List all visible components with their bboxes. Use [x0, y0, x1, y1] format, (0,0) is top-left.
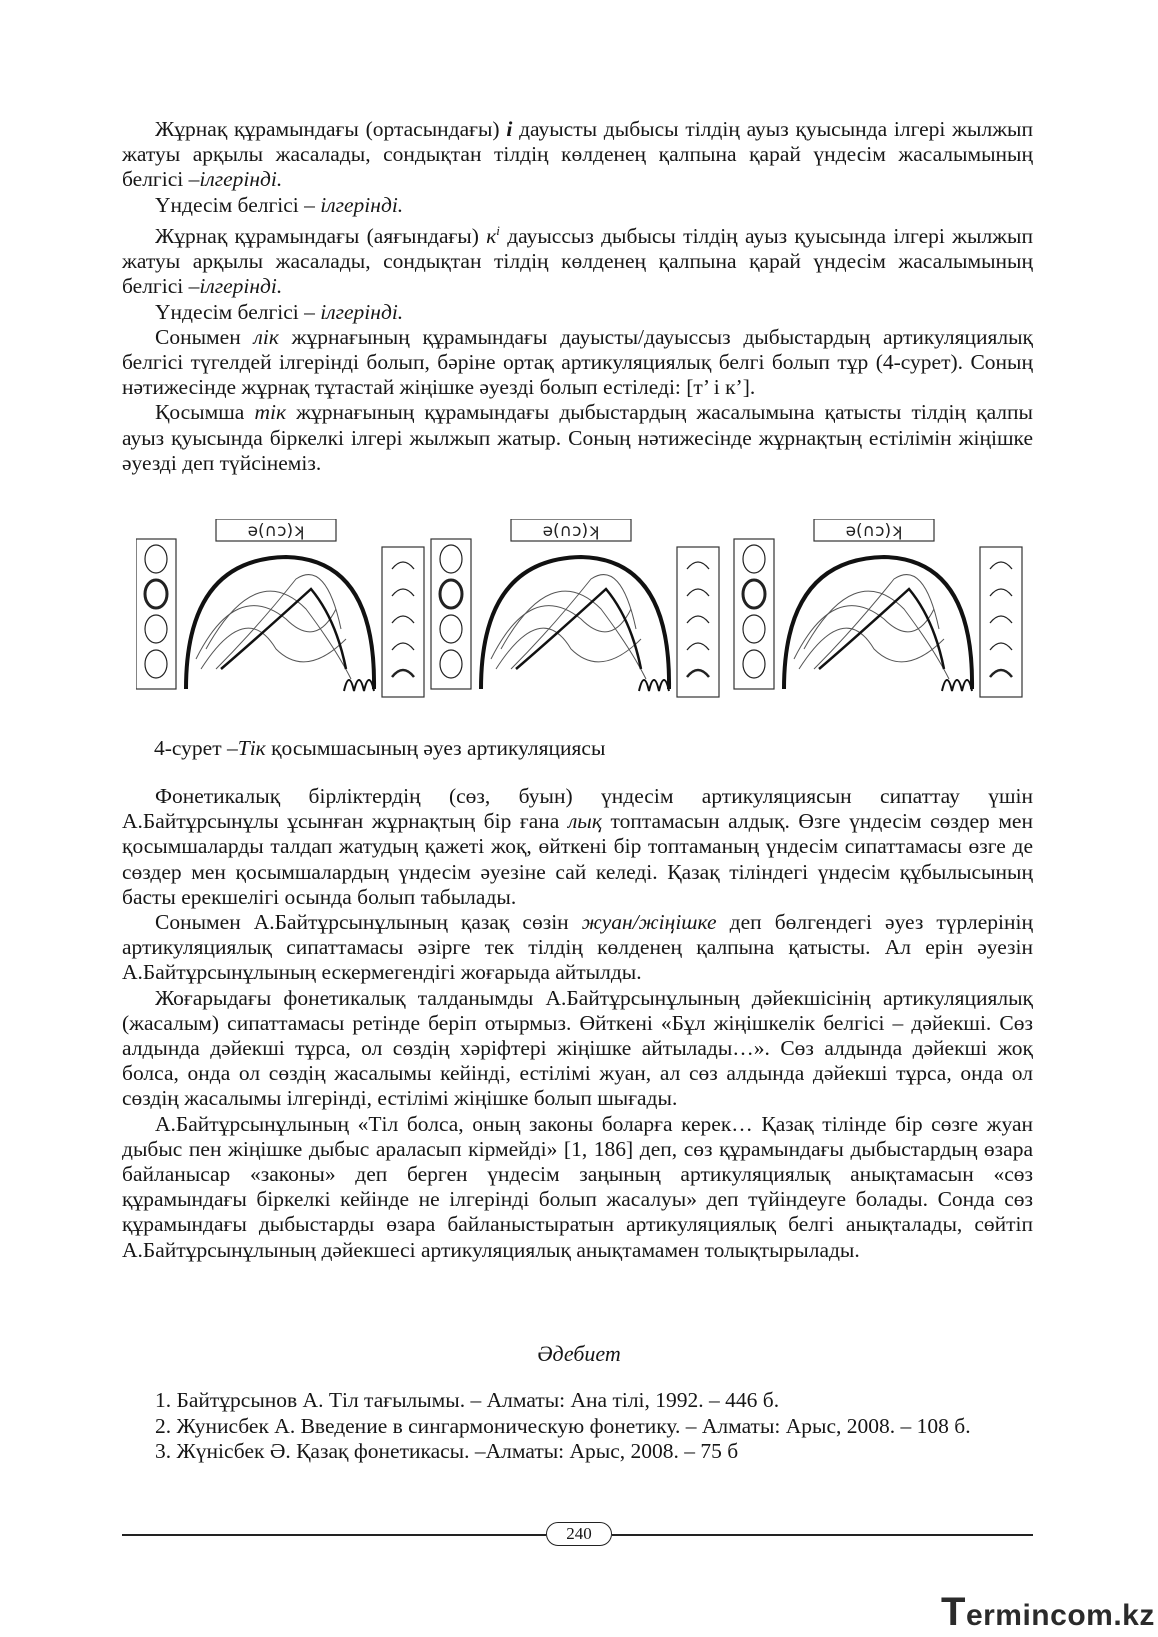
consonant-shape [687, 616, 709, 623]
text-run: дауыссыз дыбысы тілдің ауыз қуысында ілгері жылжып жатуы арқылы жасалады, сондықтан тілдің көлденең қалпына қарай үндесім жасалымының белгісі – [122, 223, 1033, 299]
consonant-shape [392, 670, 414, 677]
text-run: А.Байтұрсынұлының «Тіл болса, оның законы боларға керек… Қазақ тілінде бір сөзге жуан дыбыс пен жіңішке дыбыс араласып кірмейді» [1, 186] деп, сөз құрамындағы дыбыстардың өзара байланысар «законы» деп берген үндесім заңының артикуляциялық анықтамасын «сөз құрамындағы біркелкі кейінде не ілгерінді болып жасалуы» деп түйіндеуге болады. Сонда сөз құрамындағы дыбыстарды өзара байланыстыратын артикуляциялық белгі анықталады, сөйтіп А.Байтұрсынұлының дәйекшесі артикуляциялық анықтамамен толықтырылады. [122, 1111, 1033, 1262]
body-text-bottom [122, 784, 1033, 1263]
text-run: топтамасын алдық. Өзге үндесім сөздер мен қосымшаларды талдап жатудың қажеті жоқ, өйткені бір топтаманың үндесім сипаттамасы өзге де сөздер мен қосымшалардың үндесім әуезіне сай келеді. Қазақ тіліндегі үндесім құбылысының басты ерекшелігі осында болып табылады. [122, 809, 1033, 909]
consonant-shape [687, 562, 709, 569]
figure-panel [136, 519, 424, 697]
site-watermark [941, 1590, 1155, 1635]
lip-shape [440, 615, 462, 643]
figure-caption [154, 736, 605, 761]
tongue-main-curve [516, 589, 641, 669]
right-symbol-column [382, 547, 424, 697]
text-run: жұрнағының құрамындағы дыбыстардың жасалымына қатысты тілдің қалпы ауыз қуысында біркелкі ілгері жылжып жатыр. Соның нәтижесінде жұрнақтың естілімін жіңішке әуезді деп түйсінеміз. [122, 400, 1033, 475]
transcription-label: ə(∩ɔ)ʞ [247, 521, 305, 541]
text-run: Жоғарыдағы фонетикалық талданымды А.Байтұрсынұлының дәйекшісінің артикуляциялық (жасалым) сипаттамасы ретінде беріп отырмыз. Өйткені «Бұл жіңішкелік белгісі – дәйекші. Сөз алдында дәйекші тұрса, ол сөздің хәріфтері жіңішке айтылады…». Сөз алдында дәйекші жоқ болса, онда ол сөздің жасалымы кейінді, естілімі жуан, ал сөз алдында дәйекші тұрса, онда ол сөздің жасалымы ілгерінді, естілімі жіңішке болып шығады. [122, 985, 1033, 1111]
tongue-position-curve [511, 575, 636, 669]
tongue-position-curve [814, 575, 939, 669]
page-number: 240 [546, 1522, 612, 1546]
text-run: тік [254, 400, 287, 425]
paragraph [122, 910, 1033, 986]
consonant-shape [990, 616, 1012, 623]
text-run: ілгерінді. [320, 192, 404, 217]
text-run: Сонымен [155, 324, 254, 349]
teeth-marks [344, 680, 374, 691]
right-symbol-column [677, 547, 719, 697]
consonant-shape [990, 643, 1012, 650]
tongue-position-curve [206, 591, 351, 679]
text-run: ілгерінді. [320, 299, 404, 324]
text-run: лық [567, 809, 602, 834]
consonant-shape [392, 562, 414, 569]
teeth-marks [942, 680, 972, 691]
tongue-position-curve [501, 591, 646, 679]
watermark-text: ermincom.kz [965, 1599, 1155, 1632]
footer-rule-left [122, 1534, 546, 1536]
figure-panel [734, 519, 1022, 697]
lip-shape [145, 545, 167, 573]
literature-title: Әдебиет [537, 1341, 621, 1366]
teeth-marks [639, 680, 669, 691]
paragraph [122, 400, 1033, 476]
lip-shape [743, 615, 765, 643]
caption-italic: Тік [237, 736, 266, 760]
transcription-label: ə(∩ɔ)ʞ [845, 521, 903, 541]
consonant-shape [392, 616, 414, 623]
paragraph [122, 1112, 1033, 1263]
watermark-initial: T [941, 1590, 966, 1634]
lip-shape [145, 615, 167, 643]
text-run: жұрнағының құрамындағы дауысты/дауыссыз дыбыстардың артикуляциялық белгісі түгелдей ілгерінді болып, бәріне ортақ артикуляциялық белгі болып тұр (4-сурет). Соның нәтижесінде жұрнақ тұтастай жіңішке әуезді болып естіледі: [т’ і к’]. [122, 324, 1033, 400]
lip-shape [440, 545, 462, 573]
lip-shape [743, 650, 765, 678]
consonant-shape [990, 589, 1012, 596]
lip-shape [440, 580, 462, 608]
consonant-shape [392, 643, 414, 650]
articulation-figure [136, 519, 1052, 727]
text-run: Фонетикалық бірліктердің (сөз, буын) үндесім артикуляциясын сипаттау үшін А.Байтұрсынұлы ұсынған жұрнақтың бір ғана [122, 784, 1033, 834]
paragraph [122, 784, 1033, 910]
paragraph [122, 300, 1033, 325]
left-symbol-column [136, 539, 176, 689]
lip-shape [145, 650, 167, 678]
text-run: жуан/жіңішке [581, 910, 717, 935]
text-run: дауысты дыбысы тілдің ауыз қуысында ілгері жылжып жатуы арқылы жасалады, сондықтан тілдің көлденең қалпына қарай үндесім жасалымының белгісі – [122, 117, 1033, 192]
paragraph [122, 325, 1033, 401]
lip-shape [743, 545, 765, 573]
text-run: Қосымша [155, 400, 255, 425]
text-run: лік [253, 324, 279, 349]
consonant-shape [687, 589, 709, 596]
text-run: к [486, 223, 497, 248]
figure-panel [431, 519, 719, 697]
tongue-main-curve [819, 589, 944, 669]
lip-shape [440, 650, 462, 678]
tongue-position-curve [794, 606, 934, 659]
reference-item: 3. Жүнісбек Ә. Қазақ фонетикасы. –Алматы: Арыс, 2008. – 75 б [155, 1439, 739, 1463]
paragraph [122, 117, 1033, 193]
text-run: і [496, 222, 500, 238]
consonant-shape [687, 643, 709, 650]
text-run: Үндесім белгісі – [155, 192, 321, 217]
paragraph [122, 986, 1033, 1112]
consonant-shape [990, 670, 1012, 677]
lip-shape [743, 580, 765, 608]
left-symbol-column [734, 539, 774, 689]
paragraph [122, 193, 1033, 218]
tongue-position-curve [804, 591, 949, 679]
text-run: Үндесім белгісі – [155, 299, 321, 324]
text-run: Сонымен А.Байтұрсынұлының қазақ сөзін [155, 910, 582, 935]
transcription-label: ə(∩ɔ)ʞ [542, 521, 600, 541]
consonant-shape [990, 562, 1012, 569]
caption-suffix: қосымшасының әуез артикуляциясы [265, 736, 606, 760]
tongue-position-curve [491, 606, 631, 659]
text-run: ілгерінді. [199, 167, 283, 192]
tongue-position-curve [216, 575, 341, 669]
paragraph [122, 218, 1033, 300]
reference-list [122, 1388, 1033, 1465]
tongue-main-curve [221, 589, 346, 669]
text-run: і [506, 117, 513, 141]
text-run: Жұрнақ құрамындағы (аяғындағы) [155, 223, 487, 248]
reference-item: 2. Жунисбек А. Введение в сингармоническую фонетику. – Алматы: Арыс, 2008. – 108 б. [155, 1413, 971, 1438]
reference-item: 1. Байтұрсынов А. Тіл тағылымы. – Алматы: Ана тілі, 1992. – 446 б. [155, 1388, 780, 1412]
consonant-shape [392, 589, 414, 596]
text-run: деп бөлгендегі әуез түрлерінің артикуляциялық сипаттамасы әзірге тек тілдің көлденең қалпына қатысты. Ал ерін әуезін А.Байтұрсынұлының ескермегендігі жоғарыда айтылды. [122, 910, 1033, 985]
text-run: Жұрнақ құрамындағы (ортасындағы) [155, 117, 507, 141]
text-run: ілгерінді. [199, 274, 283, 299]
lip-shape [145, 580, 167, 608]
tongue-position-curve [196, 606, 336, 659]
footer-rule-right [612, 1534, 1033, 1536]
right-symbol-column [980, 547, 1022, 697]
left-symbol-column [431, 539, 471, 689]
body-text-top [122, 117, 1033, 476]
caption-prefix: 4-сурет – [154, 736, 238, 760]
consonant-shape [687, 670, 709, 677]
